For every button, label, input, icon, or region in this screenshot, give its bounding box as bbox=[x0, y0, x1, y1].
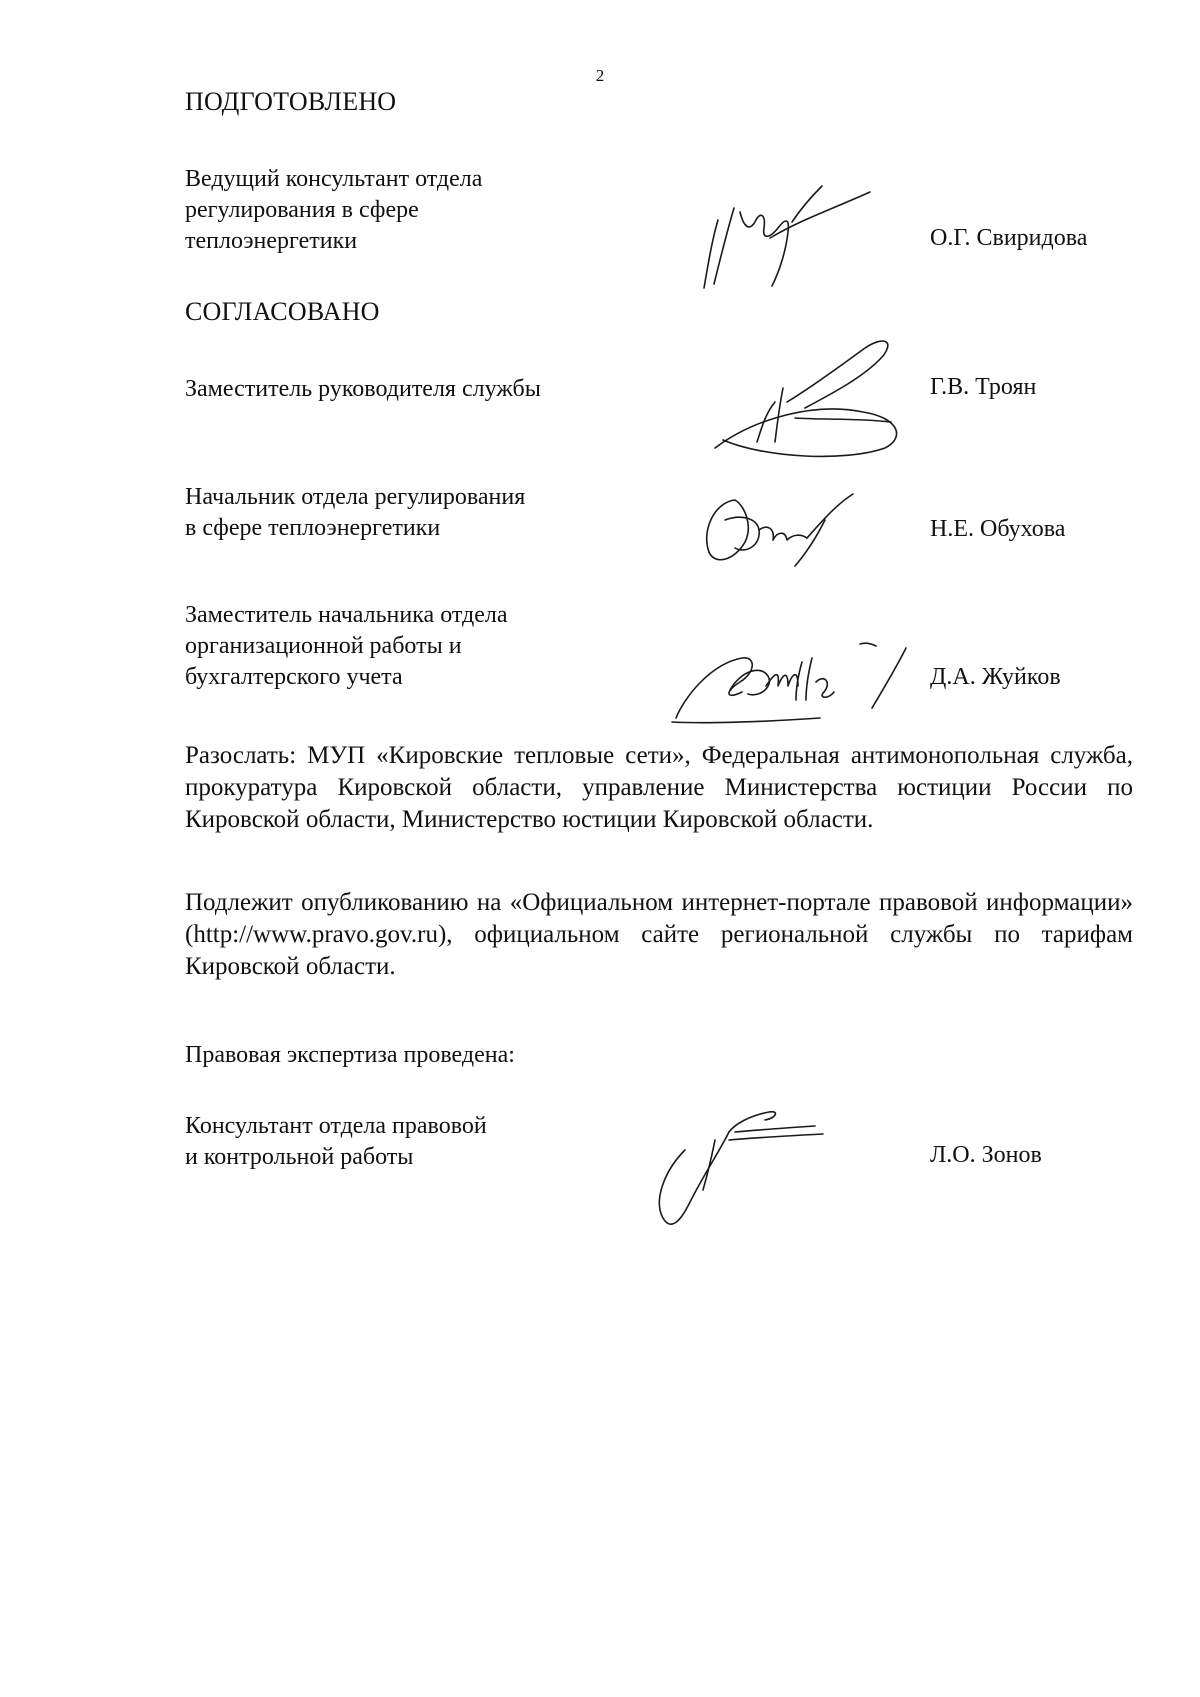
agreed-position-line: Заместитель руководителя службы bbox=[185, 376, 541, 402]
distribution-list: Разослать: МУП «Кировские тепловые сети», Федеральная антимонопольная служба, прокуратура Кировской области, управление Министерства юстиции России по Кировской области, Министерство юстиции Кировской области. bbox=[185, 742, 1133, 833]
publication-note: Подлежит опубликованию на «Официальном интернет-портале правовой информации» (http://www.pravo.gov.ru), официальном сайте региональной службы по тарифам Кировской области. bbox=[185, 889, 1133, 980]
page-number: 2 bbox=[595, 66, 605, 85]
legal-review-name: Л.О. Зонов bbox=[930, 1142, 1042, 1168]
signature-sviridova bbox=[700, 180, 880, 295]
prepared-position-line: регулирования в сфере bbox=[185, 197, 419, 223]
agreed-position-line: Заместитель начальника отдела bbox=[185, 602, 508, 628]
signature-zhuykov bbox=[670, 642, 920, 732]
legal-review-position-line: и контрольной работы bbox=[185, 1144, 414, 1170]
prepared-position-line: Ведущий консультант отдела bbox=[185, 166, 483, 192]
prepared-name: О.Г. Свиридова bbox=[930, 225, 1088, 251]
signature-obukhova bbox=[695, 490, 865, 570]
agreed-position-line: в сфере теплоэнергетики bbox=[185, 515, 441, 541]
agreed-position-line: Начальник отдела регулирования bbox=[185, 484, 526, 510]
agreed-name: Д.А. Жуйков bbox=[930, 664, 1061, 690]
prepared-heading: ПОДГОТОВЛЕНО bbox=[185, 87, 397, 116]
agreed-name: Н.Е. Обухова bbox=[930, 516, 1066, 542]
agreed-name: Г.В. Троян bbox=[930, 374, 1037, 400]
legal-review-position-line: Консультант отдела правовой bbox=[185, 1113, 487, 1139]
signature-troyan bbox=[695, 330, 915, 480]
agreed-position-line: организационной работы и bbox=[185, 633, 462, 659]
agreed-position-line: бухгалтерского учета bbox=[185, 664, 403, 690]
agreed-heading: СОГЛАСОВАНО bbox=[185, 297, 380, 326]
signature-zonov bbox=[645, 1100, 835, 1240]
prepared-position-line: теплоэнергетики bbox=[185, 228, 358, 254]
legal-review-heading: Правовая экспертиза проведена: bbox=[185, 1042, 515, 1068]
